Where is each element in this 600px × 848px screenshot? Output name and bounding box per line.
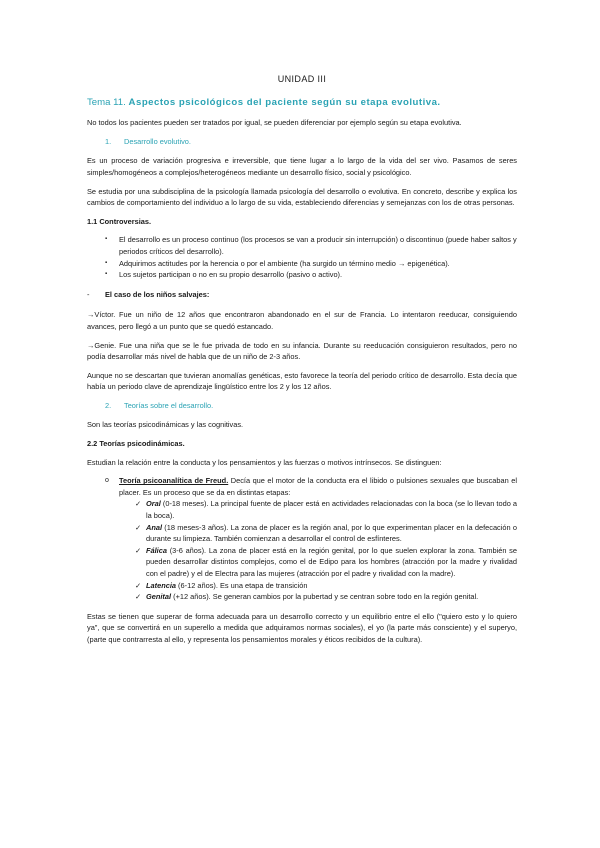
square-bullet-icon: ▪ (105, 271, 108, 278)
stages-list (87, 498, 517, 602)
check-icon: ✓ (135, 592, 142, 602)
square-bullet-icon: ▪ (105, 236, 108, 243)
stage-name: Genital (146, 592, 172, 602)
document-body (87, 74, 517, 653)
dash-bullet-icon: - (87, 289, 90, 299)
subheading-psicodinamicas: 2.2 Teorías psicodinámicas. (87, 439, 185, 449)
closing-paragraph: Estas se tienen que superar de forma adecuada para un desarrollo correcto y un equilibrio entre el ello ("quiero esto y lo quiero ya", que se convertirá en un superello a medida que adquiramos normas sociales), el yo (la parte más consciente) y el superyo, (parte que contrarresta al ello, y representa los pensamientos morales y éticos recibidos de la cultura). (87, 611, 517, 644)
intro-paragraph: No todos los pacientes pueden ser tratados por igual, se pueden diferenciar por ejemplo según su etapa evolutiva. (87, 118, 462, 128)
stage-name: Fálica (146, 545, 167, 555)
stage-name: Latencia (146, 580, 176, 590)
topic-number: Tema 11. (87, 96, 126, 108)
check-icon: ✓ (135, 499, 142, 509)
check-icon: ✓ (135, 580, 142, 590)
stage-item: ✓ Genital (+12 años). Se generan cambios por la pubertad y se centran sobre todo en la región genital. (135, 592, 479, 602)
list-item-freud (87, 475, 517, 498)
subheading-controversias: 1.1 Controversias. (87, 216, 152, 226)
check-icon: ✓ (135, 522, 142, 532)
paragraph: Estudian la relación entre la conducta y los pensamientos y las fuerzas o motivos intrínsecos. Se distinguen: (87, 457, 442, 467)
check-icon: ✓ (135, 545, 142, 555)
paragraph: Aunque no se descartan que tuvieran anomalías genéticas, esto favorece la teoría del periodo crítico de desarrollo. Esta decía que había un periodo clave de aprendizaje lingüístico entre los 2 y los 12 años. (87, 370, 517, 392)
paragraph: Es un proceso de variación progresiva e irreversible, que tiene lugar a lo largo de la vida del ser vivo. Pasamos de seres simples/homogéneos a complejos/heterogéneos mediante un desarrollo físico, social y psicológico. (87, 156, 517, 177)
circle-bullet-icon: o (105, 477, 109, 485)
list-item: ▪ Los sujetos participan o no en su propio desarrollo (pasivo o activo). (105, 270, 343, 280)
topic-name: Aspectos psicológicos del paciente según su etapa evolutiva. (125, 96, 441, 108)
section-number: 2. (105, 400, 112, 410)
paragraph: Son las teorías psicodinámicas y las cognitivas. (87, 420, 244, 430)
freud-text: Decía que el motor de la conducta era el libido o pulsiones sexuales que buscaban el placer. Es un proceso que se da en distintas etapas: (119, 476, 517, 497)
paragraph: Se estudia por una subdisciplina de la psicología llamada psicología del desarrollo o evolutiva. En concreto, describe y explica los cambios de comportamiento del individuo a lo largo de su vida, estableciendo diferencias y semejanzas con los de otras personas. (87, 186, 517, 208)
square-bullet-icon: ▪ (105, 259, 108, 266)
subheading-ninos-salvajes: - El caso de los niños salvajes: (87, 289, 210, 299)
paragraph-genie: →Genie. Fue una niña que se le fue privada de todo en su infancia. Durante su reeducación consiguieron resultados, pero no podía desarrollar más nivel de habla que de un niño de 2-3 años. (87, 340, 517, 362)
list-item: ▪ Adquirimos actitudes por la herencia o por el ambiente (ha surgido un término medio → epigenética). (105, 258, 450, 268)
stage-name: Oral (146, 499, 161, 509)
unit-title: UNIDAD III (277, 74, 327, 84)
stage-item: ✓ Oral (0-18 meses). La principal fuente de placer está en actividades relacionadas con la boca (se lo llevan todo a la boca). (135, 499, 517, 521)
controversias-list (87, 234, 517, 280)
section-title: Desarrollo evolutivo. (124, 136, 191, 146)
list-item: ▪ El desarrollo es un proceso continuo (los procesos se van a producir sin interrupción) o discontinuo (puede haber saltos y periodos críticos del desarrollo). (105, 235, 517, 256)
freud-title: Teoría psicoanalítica de Freud. (119, 476, 229, 486)
section-heading-desarrollo (105, 136, 517, 148)
stage-name: Anal (146, 522, 163, 532)
stage-item: ✓ Fálica (3-6 años). La zona de placer está en la región genital, por lo que suelen explorar la zona. También se pueden desarrollar distintos complejos, como el de Edipo para los hombres (atracción por la madre y rivalidad con el padre) y el de Electra para las mujeres (atracción por el padre y rivalidad con la madre). (135, 545, 517, 578)
paragraph-victor: →Víctor. Fue un niño de 12 años que encontraron abandonado en el sur de Francia. Lo intentaron reeducar, consiguiendo avances, pero llegó a un punto que se quedó estancado. (87, 310, 517, 331)
topic-title (87, 97, 517, 109)
section-title: Teorías sobre el desarrollo. (124, 400, 214, 410)
section-heading-teorias (105, 400, 517, 412)
section-number: 1. (105, 136, 112, 146)
stage-item: ✓ Anal (18 meses-3 años). La zona de placer es la región anal, por lo que experimentan placer en la defecación o durante su limpieza. También comienzan a desarrollar el control de esfínteres. (135, 522, 517, 544)
freud-list (87, 475, 517, 603)
stage-item: ✓ Latencia (6-12 años). Es una etapa de transición (135, 580, 308, 590)
